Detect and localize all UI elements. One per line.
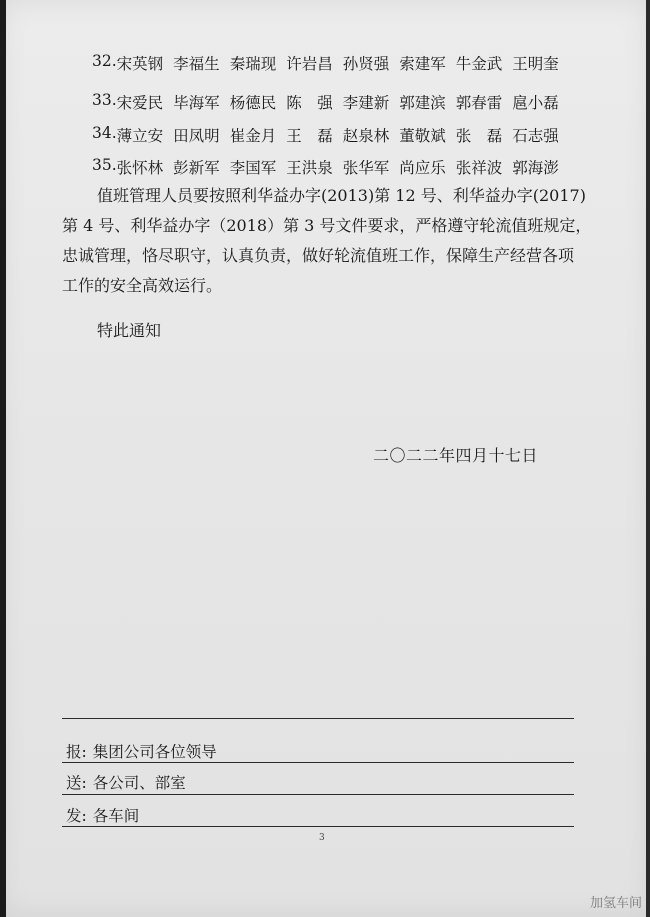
person-name: 田凤明 (173, 127, 220, 145)
body-paragraph (62, 181, 592, 301)
scan-right-edge (646, 0, 650, 917)
divider-line (62, 762, 574, 763)
person-name: 许岩昌 (286, 55, 333, 73)
person-name: 宋英钢 (116, 55, 164, 73)
person-name: 陈 强 (286, 94, 333, 112)
distribution-issue-to (66, 804, 139, 826)
person-name: 李福生 (173, 55, 220, 73)
scan-left-edge (0, 0, 6, 917)
duty-row-35 (92, 156, 569, 178)
row-number: 33. (92, 91, 117, 109)
distribution-key: 送: (66, 774, 87, 792)
distribution-value: 集团公司各位领导 (92, 743, 217, 761)
person-name: 尚应乐 (399, 159, 446, 177)
issue-date: 二〇二二年四月十七日 (373, 446, 539, 465)
person-name: 孙贤强 (342, 55, 390, 73)
duty-row-32 (92, 52, 569, 74)
paragraph-line: 工作的安全高效运行。 (62, 276, 223, 295)
person-name: 张 磊 (455, 127, 503, 145)
distribution-send-to (66, 771, 186, 793)
person-name: 董敬斌 (399, 127, 446, 145)
person-name: 张祥波 (455, 159, 503, 177)
divider-line (62, 826, 574, 827)
person-name: 宋爱民 (116, 94, 164, 112)
distribution-value: 各车间 (92, 807, 140, 825)
person-name: 郭建滨 (399, 94, 446, 112)
person-name: 王明奎 (512, 55, 559, 73)
notice-text: 特此通知 (97, 321, 162, 340)
person-name: 彭新军 (173, 159, 220, 177)
paragraph-line: 忠诚管理，恪尽职守，认真负责，做好轮流值班工作，保障生产经营各项 (62, 246, 575, 265)
person-name: 秦瑞现 (229, 55, 277, 73)
divider-line (62, 794, 574, 795)
row-number: 34. (92, 124, 117, 142)
person-name: 李国军 (229, 159, 277, 177)
row-number: 35. (92, 156, 117, 174)
distribution-report-to (66, 740, 217, 762)
person-name: 李建新 (342, 94, 390, 112)
person-name: 石志强 (512, 127, 559, 145)
page-number: 3 (319, 833, 325, 843)
person-name: 崔金月 (229, 127, 277, 145)
person-name: 牛金武 (455, 55, 503, 73)
person-name: 张华军 (342, 159, 390, 177)
distribution-value: 各公司、部室 (92, 774, 186, 792)
person-name: 郭海澎 (512, 159, 559, 177)
watermark: 加氢车间 (589, 896, 642, 911)
distribution-key: 发: (66, 807, 87, 825)
person-name: 赵泉林 (342, 127, 390, 145)
duty-row-34 (92, 124, 569, 146)
person-name: 索建军 (399, 55, 446, 73)
person-name: 扈小磊 (512, 94, 559, 112)
row-number: 32. (92, 52, 117, 70)
person-name: 郭春雷 (455, 94, 503, 112)
duty-row-33 (92, 91, 569, 113)
person-name: 杨德民 (229, 94, 277, 112)
person-name: 张怀林 (116, 159, 164, 177)
person-name: 薄立安 (116, 127, 164, 145)
person-name: 毕海军 (173, 94, 220, 112)
paragraph-line: 值班管理人员要按照利华益办字(2013)第 12 号、利华益办字(2017) (97, 186, 586, 205)
paragraph-line: 第 4 号、利华益办字（2018）第 3 号文件要求，严格遵守轮流值班规定， (62, 216, 592, 235)
person-name: 王洪泉 (286, 159, 333, 177)
person-name: 王 磊 (286, 127, 333, 145)
divider-line (62, 718, 574, 719)
distribution-key: 报: (66, 743, 87, 761)
